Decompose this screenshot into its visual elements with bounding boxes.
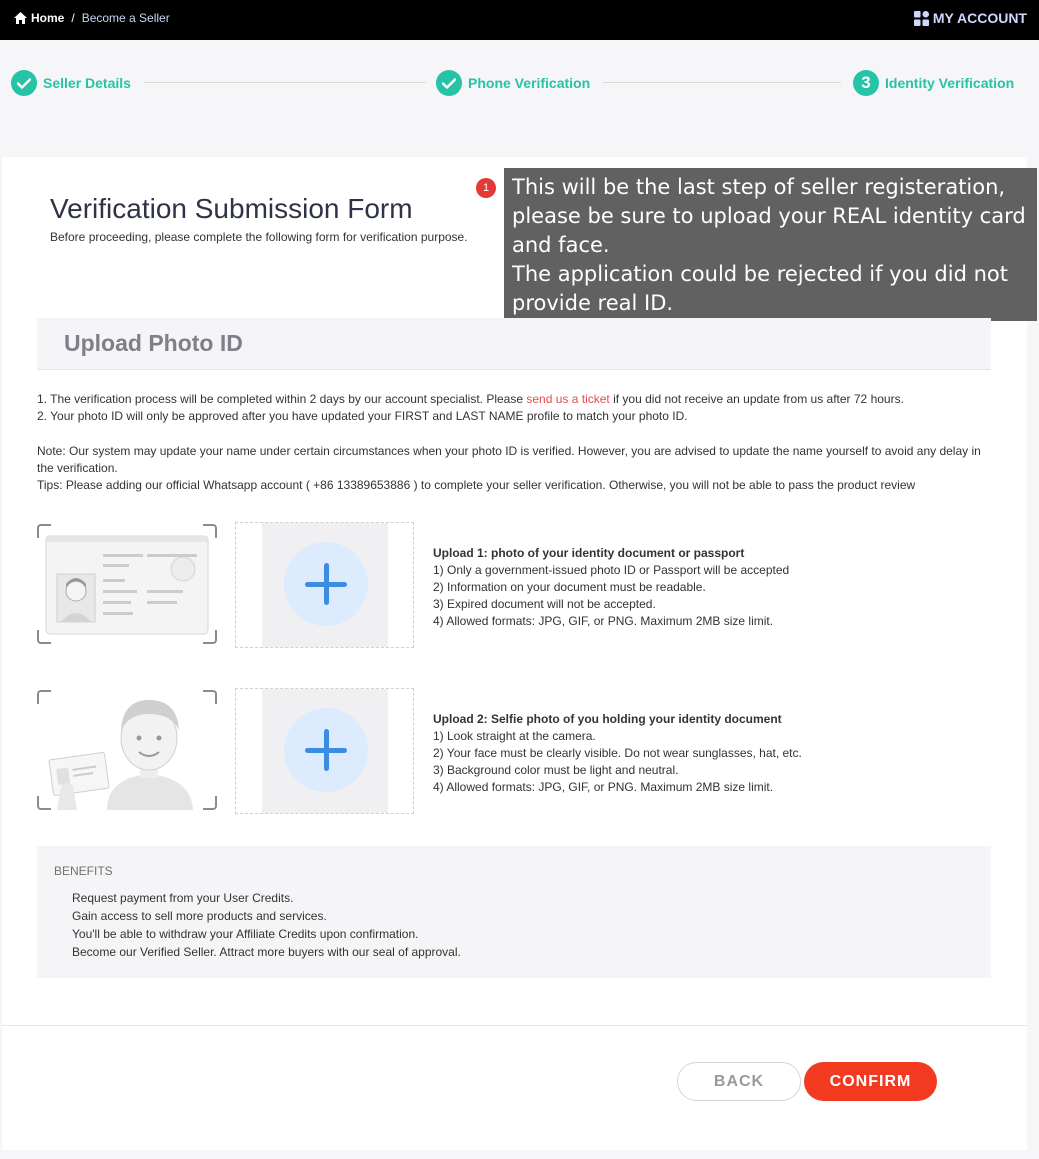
check-icon bbox=[436, 70, 462, 96]
list-item: Request payment from your User Credits. bbox=[72, 891, 294, 905]
step-seller-details bbox=[11, 70, 131, 96]
info-text: 1. The verification process will be completed within 2 days by our account specialist. Please bbox=[37, 392, 527, 406]
step-label: Identity Verification bbox=[885, 75, 1015, 91]
upload2-title: Upload 2: Selfie photo of you holding your identity document bbox=[433, 712, 782, 726]
top-nav-bar bbox=[0, 0, 1039, 40]
breadcrumb-current[interactable]: Become a Seller bbox=[81, 11, 170, 25]
breadcrumb bbox=[14, 11, 170, 25]
upload2-item: 4) Allowed formats: JPG, GIF, or PNG. Maximum 2MB size limit. bbox=[433, 780, 774, 794]
upload1-instructions bbox=[433, 545, 789, 630]
list-item: Become our Verified Seller. Attract more buyers with our seal of approval. bbox=[72, 945, 461, 959]
warning-tooltip bbox=[504, 168, 1037, 321]
benefits-list bbox=[72, 889, 461, 961]
account-grid-icon bbox=[914, 11, 929, 26]
section-title: Upload Photo ID bbox=[64, 330, 243, 356]
send-ticket-link[interactable]: send us a ticket bbox=[526, 392, 610, 406]
step-label: Seller Details bbox=[43, 75, 131, 91]
upload1-item: 1) Only a government-issued photo ID or Passport will be accepted bbox=[433, 563, 790, 577]
plus-icon bbox=[284, 542, 368, 626]
confirm-button[interactable]: CONFIRM bbox=[804, 1062, 937, 1101]
upload1-title: Upload 1: photo of your identity document or passport bbox=[433, 546, 745, 560]
step-connector bbox=[144, 82, 426, 83]
check-icon bbox=[11, 70, 37, 96]
divider bbox=[2, 1025, 1027, 1026]
upload-selfie-dropzone[interactable] bbox=[235, 688, 414, 814]
breadcrumb-separator: / bbox=[71, 11, 75, 25]
verification-form-card bbox=[2, 157, 1027, 1150]
step-label: Phone Verification bbox=[468, 75, 591, 91]
plus-icon bbox=[284, 708, 368, 792]
info-note-1 bbox=[37, 391, 987, 408]
tooltip-text: This will be the last step of seller registeration, please be sure to upload your REAL identity card and face. bbox=[512, 175, 1026, 257]
upload2-item: 1) Look straight at the camera. bbox=[433, 729, 596, 743]
breadcrumb-home-link[interactable]: Home bbox=[31, 11, 65, 25]
info-text: if you did not receive an update from us after 72 hours. bbox=[609, 392, 904, 406]
step-identity-verification bbox=[853, 70, 1014, 96]
tooltip-text: The application could be rejected if you did not provide real ID. bbox=[512, 262, 1008, 315]
my-account-link[interactable] bbox=[914, 10, 1027, 26]
upload-section-header bbox=[37, 318, 991, 370]
upload1-item: 4) Allowed formats: JPG, GIF, or PNG. Maximum 2MB size limit. bbox=[433, 614, 774, 628]
upload1-item: 2) Information on your document must be readable. bbox=[433, 580, 706, 594]
upload-id-dropzone[interactable] bbox=[235, 522, 414, 648]
home-icon bbox=[14, 12, 27, 24]
info-note-2: 2. Your photo ID will only be approved after you have updated your FIRST and LAST NAME profile to match your photo ID. bbox=[37, 409, 688, 423]
list-item: Gain access to sell more products and services. bbox=[72, 909, 327, 923]
step-connector bbox=[603, 82, 841, 83]
step-number-badge: 3 bbox=[853, 70, 879, 96]
my-account-label: MY ACCOUNT bbox=[932, 10, 1027, 26]
info-note-3: Note: Our system may update your name under certain circumstances when your photo ID is verified. However, you are advised to update the name yourself to avoid any delay in the verification. bbox=[37, 444, 981, 475]
benefits-heading: BENEFITS bbox=[54, 864, 113, 878]
upload1-item: 3) Expired document will not be accepted. bbox=[433, 597, 656, 611]
tooltip-badge[interactable]: 1 bbox=[476, 178, 496, 198]
upload2-instructions bbox=[433, 711, 802, 796]
step-phone-verification bbox=[436, 70, 590, 96]
page-subtitle: Before proceeding, please complete the following form for verification purpose. bbox=[50, 230, 468, 244]
selfie-sample-icon bbox=[37, 690, 217, 810]
upload2-item: 2) Your face must be clearly visible. Do not wear sunglasses, hat, etc. bbox=[433, 746, 802, 760]
back-button[interactable]: BACK bbox=[677, 1062, 801, 1101]
page-title: Verification Submission Form bbox=[50, 193, 413, 224]
list-item: You'll be able to withdraw your Affiliate Credits upon confirmation. bbox=[72, 927, 419, 941]
benefits-panel bbox=[37, 846, 991, 978]
upload2-item: 3) Background color must be light and neutral. bbox=[433, 763, 679, 777]
whatsapp-tips: Tips: Please adding our official Whatsapp account ( +86 13389653886 ) to complete your seller verification. Otherwise, you will not be able to pass the product review bbox=[37, 478, 916, 492]
id-card-sample-icon bbox=[37, 524, 217, 644]
